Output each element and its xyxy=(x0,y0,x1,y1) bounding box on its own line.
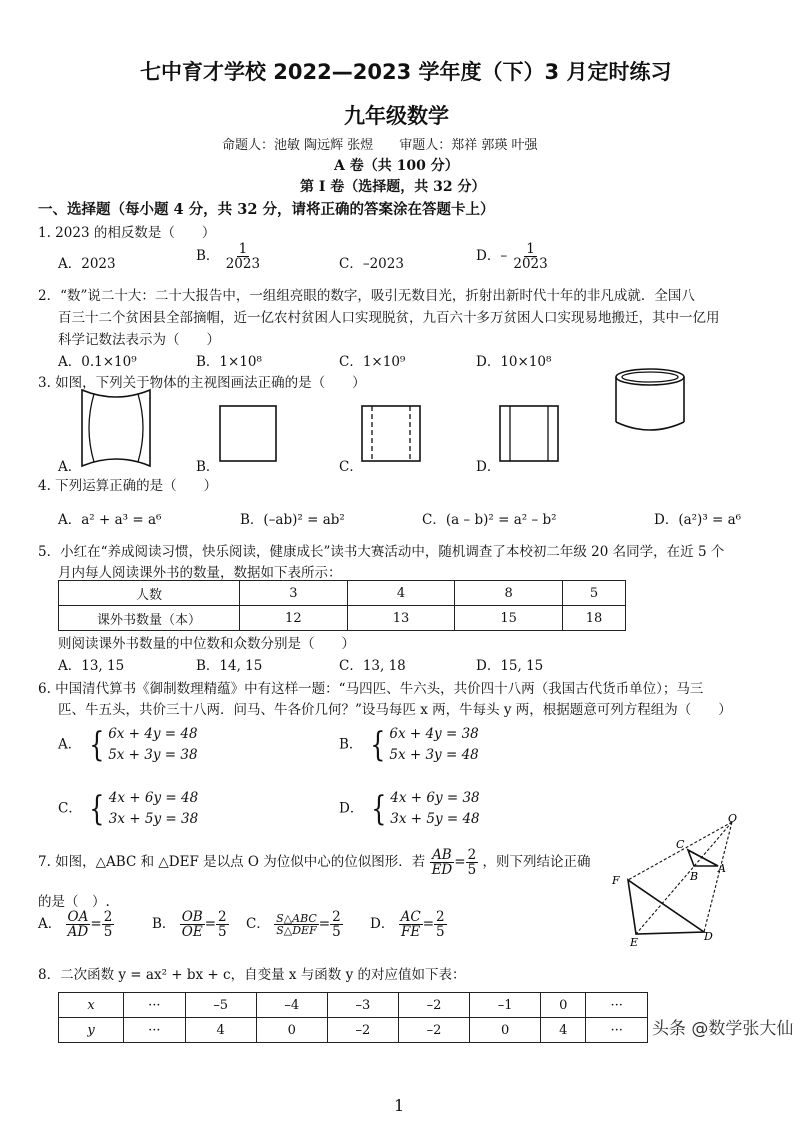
denominator: 5 xyxy=(467,862,477,879)
option-label: D． xyxy=(370,916,395,933)
option-label: B． xyxy=(339,736,363,753)
q1-option-d xyxy=(476,242,550,271)
part-heading: 第 I 卷（选择题，共 32 分） xyxy=(300,179,486,195)
page-subtitle: 九年级数学 xyxy=(344,104,449,128)
table-cell: 15 xyxy=(455,606,563,631)
q8-value-table xyxy=(58,992,648,1043)
denominator: ED xyxy=(431,862,453,879)
table-cell: –2 xyxy=(399,993,470,1018)
equation: 3x + 5y = 38 xyxy=(108,810,199,827)
q4-option-d: D．(a²)³ = a⁶ xyxy=(654,512,742,528)
brace-icon: { xyxy=(369,724,386,765)
q6-option-c xyxy=(58,788,198,830)
brace-icon: { xyxy=(89,788,105,829)
q1-option-c: C．–2023 xyxy=(339,256,404,272)
q1-stem: 1. 2023 的相反数是（ ） xyxy=(38,225,216,241)
q7-option-b: B． $\frac{OB}{OE}$ = $\frac{2}{5}$ xyxy=(152,909,227,941)
label-c: C xyxy=(676,838,685,851)
q7-stem-c: 的是（ ）. xyxy=(38,894,110,910)
q7-stem-b: ，则下列结论正确 xyxy=(482,854,591,871)
q5-line-2: 月内每人阅读课外书的数量，数据如下表所示： xyxy=(58,565,342,581)
table-row xyxy=(59,581,626,606)
table-cell: 0 xyxy=(541,993,586,1018)
q1-option-b-fraction xyxy=(224,242,262,271)
page-number: 1 xyxy=(394,1096,405,1115)
table-header: y xyxy=(59,1018,124,1043)
denominator: 5 xyxy=(332,924,341,941)
table-cell: ··· xyxy=(586,993,648,1018)
q1-option-d-fraction xyxy=(511,242,549,271)
q6-option-d xyxy=(339,788,480,830)
q3-option-d-figure xyxy=(498,404,562,464)
q1-option-a: A．2023 xyxy=(58,256,116,272)
label-e: E xyxy=(630,936,639,948)
option-label: C． xyxy=(58,800,82,817)
denominator: S△DEF xyxy=(276,924,317,938)
q3-option-b-figure xyxy=(218,404,280,464)
denominator: 5 xyxy=(103,924,113,941)
table-header: x xyxy=(59,993,124,1018)
equation-system xyxy=(86,724,198,766)
q3-option-a-figure xyxy=(74,388,158,470)
q5-option-d: D．15, 15 xyxy=(476,658,544,674)
segment-fd xyxy=(628,880,704,932)
label-d: D xyxy=(704,930,713,943)
numerator: 1 xyxy=(238,241,248,257)
option-label: C． xyxy=(246,916,270,933)
denominator: AD xyxy=(67,924,89,941)
q4-option-c: C．(a – b)² = a² – b² xyxy=(422,512,557,528)
table-cell: –3 xyxy=(327,993,398,1018)
q2-option-c: C．1×10⁹ xyxy=(339,354,406,370)
q6-line-2: 匹、牛五头，共价三十八两．问马、牛各价几何？”设马每匹 x 两，牛每头 y 两，根据题意可列方程组为（ ） xyxy=(58,702,732,718)
page-title: 七中育才学校 2022—2023 学年度（下）3 月定时练习 xyxy=(140,60,672,84)
equation: 4x + 6y = 48 xyxy=(108,790,199,806)
q2-line-1: 2．“数”说二十大：二十大报告中，一组组亮眼的数字，吸引无数目光，折射出新时代十年的非凡成就．全国八 xyxy=(38,288,695,304)
fraction xyxy=(216,910,229,939)
table-cell: 18 xyxy=(563,606,626,631)
equation: 5x + 3y = 38 xyxy=(108,746,198,763)
table-cell: 课外书数量（本） xyxy=(59,606,240,631)
q3-stem: 3. 如图，下列关于物体的主视图画法正确的是（ ） xyxy=(38,375,366,391)
q1-option-d-label: D．– xyxy=(476,248,508,265)
label-f: F xyxy=(612,874,620,887)
fraction xyxy=(399,910,423,939)
equation: 6x + 4y = 48 xyxy=(108,726,198,742)
brace-icon: { xyxy=(88,724,104,765)
equation-system xyxy=(368,788,480,830)
cylinder-solid-figure xyxy=(612,366,688,436)
numerator: 2 xyxy=(332,909,341,925)
table-cell: 4 xyxy=(541,1018,586,1043)
denominator: 5 xyxy=(218,924,227,941)
q7-ratio xyxy=(430,848,455,877)
table-cell: –4 xyxy=(256,993,327,1018)
q5-option-a: A．13, 15 xyxy=(58,658,125,674)
table-cell: 4 xyxy=(347,581,455,606)
q3-option-c-figure xyxy=(360,404,424,464)
table-cell: 4 xyxy=(185,1018,256,1043)
watermark: 头条 @数学张大仙 xyxy=(652,1019,794,1039)
q7-option-c: C． $\frac{\text{S△ABC}}{\text{S△DEF}}$ = $\frac{2}{5}$ xyxy=(246,909,341,941)
q3-option-c: C． xyxy=(339,459,363,475)
numerator: AB xyxy=(432,847,452,863)
denominator: FE xyxy=(401,924,421,941)
q3-option-d: D． xyxy=(476,459,501,475)
table-cell: –2 xyxy=(399,1018,470,1043)
numerator: AC xyxy=(400,909,421,925)
numerator: S△ABC xyxy=(276,911,317,925)
q7-stem xyxy=(38,848,590,877)
volume-heading: A 卷（共 100 分） xyxy=(334,158,459,174)
authors-line: 命题人：池敏 陶远辉 张煜 审题人：郑祥 郭瑛 叶强 xyxy=(222,138,538,153)
numerator: OA xyxy=(67,909,89,925)
table-cell: –5 xyxy=(185,993,256,1018)
numerator: 2 xyxy=(467,847,477,863)
numerator: OB xyxy=(181,909,203,925)
q5-option-c: C．13, 18 xyxy=(339,658,406,674)
table-cell: 8 xyxy=(455,581,563,606)
q1-option-b xyxy=(196,242,262,271)
brace-icon: { xyxy=(370,788,387,829)
fraction xyxy=(434,910,447,939)
label-b: B xyxy=(690,870,699,883)
q2-line-3: 科学记数法表示为（ ） xyxy=(58,332,220,348)
table-cell: 3 xyxy=(240,581,348,606)
option-label: A． xyxy=(38,916,62,933)
q5-question: 则阅读课外书数量的中位数和众数分别是（ ） xyxy=(58,636,355,652)
section-heading: 一、选择题（每小题 4 分，共 32 分，请将正确的答案涂在答题卡上） xyxy=(38,201,495,218)
q6-option-a xyxy=(58,724,198,766)
q6-line-1: 6. 中国清代算书《御制数理精蕴》中有这样一题：“马四匹、牛六头，共价四十八两（我国古代货币单位）；马三 xyxy=(38,681,704,697)
table-cell: –1 xyxy=(470,993,541,1018)
q7-similarity-figure xyxy=(606,812,756,948)
denominator: 5 xyxy=(436,924,445,941)
table-row xyxy=(59,993,648,1018)
option-label: B． xyxy=(152,916,176,933)
table-cell: 0 xyxy=(470,1018,541,1043)
numerator: 1 xyxy=(526,241,535,257)
equation: 3x + 5y = 48 xyxy=(390,810,480,827)
label-a: A xyxy=(718,862,726,875)
q4-stem: 4. 下列运算正确的是（ ） xyxy=(38,478,218,494)
fraction xyxy=(102,910,115,939)
fraction xyxy=(66,910,91,939)
table-cell: 13 xyxy=(347,606,455,631)
table-cell: 人数 xyxy=(59,581,240,606)
q4-option-a: A．a² + a³ = a⁶ xyxy=(58,512,162,528)
q5-option-b: B．14, 15 xyxy=(196,658,263,674)
q5-line-1: 5．小红在“养成阅读习惯，快乐阅读，健康成长”读书大赛活动中，随机调查了本校初二年级 20 名同学，在近 5 个 xyxy=(38,544,725,560)
denominator: OE xyxy=(181,924,203,941)
numerator: 2 xyxy=(218,909,227,925)
table-cell: 0 xyxy=(256,1018,327,1043)
q5-data-table xyxy=(58,580,626,631)
q2-option-d: D．10×10⁸ xyxy=(476,354,552,370)
equation: 5x + 3y = 48 xyxy=(389,746,479,763)
equation: 4x + 6y = 38 xyxy=(390,790,480,806)
fraction xyxy=(274,913,319,937)
table-cell: 5 xyxy=(563,581,626,606)
q2-option-b: B．1×10⁸ xyxy=(196,354,262,370)
table-cell: ··· xyxy=(124,993,186,1018)
denominator: 2023 xyxy=(225,256,261,273)
equation-system xyxy=(367,724,479,766)
table-cell: 12 xyxy=(240,606,348,631)
equation: 6x + 4y = 38 xyxy=(389,726,479,742)
q3-option-b: B． xyxy=(196,459,220,475)
equals-sign: = xyxy=(454,854,466,871)
table-cell: ··· xyxy=(124,1018,186,1043)
fraction xyxy=(180,910,205,939)
q7-stem-a: 7. 如图，△ABC 和 △DEF 是以点 O 为位似中心的位似图形．若 xyxy=(38,854,426,871)
q3-option-a: A． xyxy=(58,459,82,475)
q7-option-a: A． $\frac{OA}{AD}$ = $\frac{2}{5}$ xyxy=(38,909,113,941)
table-row xyxy=(59,1018,648,1043)
q6-option-b xyxy=(339,724,479,766)
q8-stem: 8．二次函数 y = ax² + bx + c，自变量 x 与函数 y 的对应值如下表： xyxy=(38,967,466,983)
label-o: O xyxy=(728,812,738,825)
q2-line-2: 百三十二个贫困县全部摘帽，近一亿农村贫困人口实现脱贫，九百六十多万贫困人口实现易地搬迁，其中一亿用 xyxy=(58,310,720,326)
q1-option-b-label: B． xyxy=(196,248,220,265)
option-label: D． xyxy=(339,800,364,817)
numerator: 2 xyxy=(103,909,113,925)
equation-system xyxy=(86,788,198,830)
table-cell: –2 xyxy=(327,1018,398,1043)
table-cell: ··· xyxy=(586,1018,648,1043)
q7-option-d: D． $\frac{AC}{FE}$ = $\frac{2}{5}$ xyxy=(370,909,445,941)
q2-option-a: A．0.1×10⁹ xyxy=(58,354,137,370)
table-row xyxy=(59,606,626,631)
fraction xyxy=(330,910,343,939)
numerator: 2 xyxy=(436,909,445,925)
denominator: 2023 xyxy=(513,256,548,273)
q4-option-b: B．(–ab)² = ab² xyxy=(240,512,345,528)
q7-ratio-value xyxy=(466,848,479,877)
option-label: A． xyxy=(58,736,82,753)
